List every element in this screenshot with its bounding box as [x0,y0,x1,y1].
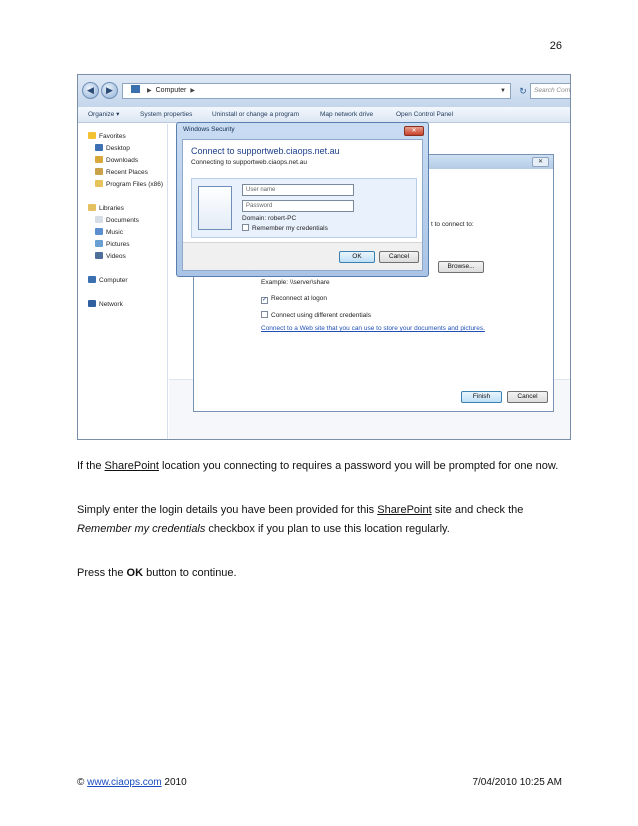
sharepoint-term: SharePoint [104,460,159,472]
breadcrumb-chevron-icon: ▶ [147,88,152,94]
finish-button[interactable]: Finish [461,391,502,403]
security-dialog-body [182,139,423,271]
nav-favorites[interactable]: Favorites [88,132,126,140]
address-bar[interactable] [122,83,511,99]
folder-icon [95,180,103,187]
star-icon [88,132,96,139]
documents-icon [95,216,103,223]
paragraph-password-prompt: If the SharePoint location you connecting to requires a password you will be prompted for one now. [77,460,559,472]
nav-network[interactable]: Network [88,300,123,308]
music-icon [95,228,103,235]
breadcrumb-chevron-icon: ▶ [190,88,195,94]
browse-button[interactable]: Browse... [438,261,484,273]
chevron-down-icon[interactable]: ▼ [500,88,506,94]
paragraph-press-ok: Press the OK button to continue. [77,567,237,579]
pictures-icon [95,240,103,247]
nav-program-files[interactable]: Program Files (x86) [95,180,163,188]
forward-arrow-icon[interactable]: ▶ [101,82,118,99]
checkbox-icon[interactable] [242,224,249,231]
wizard-cancel-button[interactable]: Cancel [507,391,548,403]
open-control-panel-button[interactable]: Open Control Panel [396,111,454,118]
network-icon [88,300,96,307]
sharepoint-term: SharePoint [377,504,432,516]
security-subheading: Connecting to supportweb.ciaops.net.au [191,159,307,166]
example-text: Example: \\server\share [261,279,330,286]
downloads-folder-icon [95,156,103,163]
nav-pictures[interactable]: Pictures [95,240,129,248]
address-toolbar [78,75,570,107]
nav-computer[interactable]: Computer [88,276,128,284]
username-input[interactable]: User name [242,184,354,196]
nav-downloads[interactable]: Downloads [95,156,138,164]
nav-documents[interactable]: Documents [95,216,139,224]
navigation-pane [78,124,168,440]
remember-credentials-term: Remember my credentials [77,523,206,535]
user-tile-icon [198,186,232,230]
nav-recent-places[interactable]: Recent Places [95,168,148,176]
recent-places-icon [95,168,103,175]
different-credentials-checkbox[interactable]: Connect using different credentials [261,311,371,319]
uninstall-program-button[interactable]: Uninstall or change a program [212,111,300,118]
paragraph-login-details: Simply enter the login details you have been provided for this SharePoint site and check the Remember my credentials checkbox if you plan to use this location regularly. [77,504,524,535]
computer-icon [131,85,140,93]
map-network-drive-button[interactable]: Map network drive [320,111,374,118]
checkbox-checked-icon[interactable]: ✓ [262,297,268,303]
libraries-icon [88,204,96,211]
close-icon[interactable]: ✕ [404,126,424,136]
videos-icon [95,252,103,259]
ok-term: OK [126,567,144,579]
security-dialog-title: Windows Security [183,126,235,133]
checkbox-icon[interactable] [261,311,268,318]
explorer-screenshot [77,74,571,440]
footer-timestamp: 7/04/2010 10:25 AM [472,777,562,788]
nav-videos[interactable]: Videos [95,252,126,260]
website-link[interactable]: www.ciaops.com [87,777,162,788]
security-dialog-footer [183,242,422,270]
desktop-icon [95,144,103,151]
page-number: 26 [549,40,562,52]
refresh-icon[interactable]: ↻ [519,86,527,96]
close-icon[interactable]: ✕ [532,157,549,167]
domain-text: Domain: robert-PC [242,215,297,222]
computer-icon [88,276,96,283]
ok-button[interactable]: OK [339,251,375,263]
connect-to-text: t to connect to: [431,221,474,228]
remember-credentials-checkbox[interactable]: Remember my credentials [242,224,328,232]
search-input[interactable]: Search Com [530,83,571,99]
web-site-link[interactable]: Connect to a Web site that you can use to store your documents and pictures. [261,325,485,332]
system-properties-button[interactable]: System properties [140,111,193,118]
footer-copyright: © www.ciaops.com 2010 [77,777,187,788]
organize-button[interactable]: Organize ▾ [88,111,120,118]
back-arrow-icon[interactable]: ◀ [82,82,99,99]
nav-music[interactable]: Music [95,228,123,236]
address-location: Computer [155,87,187,94]
security-heading: Connect to supportweb.ciaops.net.au [191,146,340,156]
nav-libraries[interactable]: Libraries [88,204,124,212]
windows-security-dialog [176,122,429,277]
reconnect-checkbox[interactable]: ✓ Reconnect at logon [262,295,328,303]
command-bar [78,107,570,123]
security-cancel-button[interactable]: Cancel [379,251,419,263]
credential-area [191,178,417,238]
nav-desktop[interactable]: Desktop [95,144,130,152]
password-input[interactable]: Password [242,200,354,212]
